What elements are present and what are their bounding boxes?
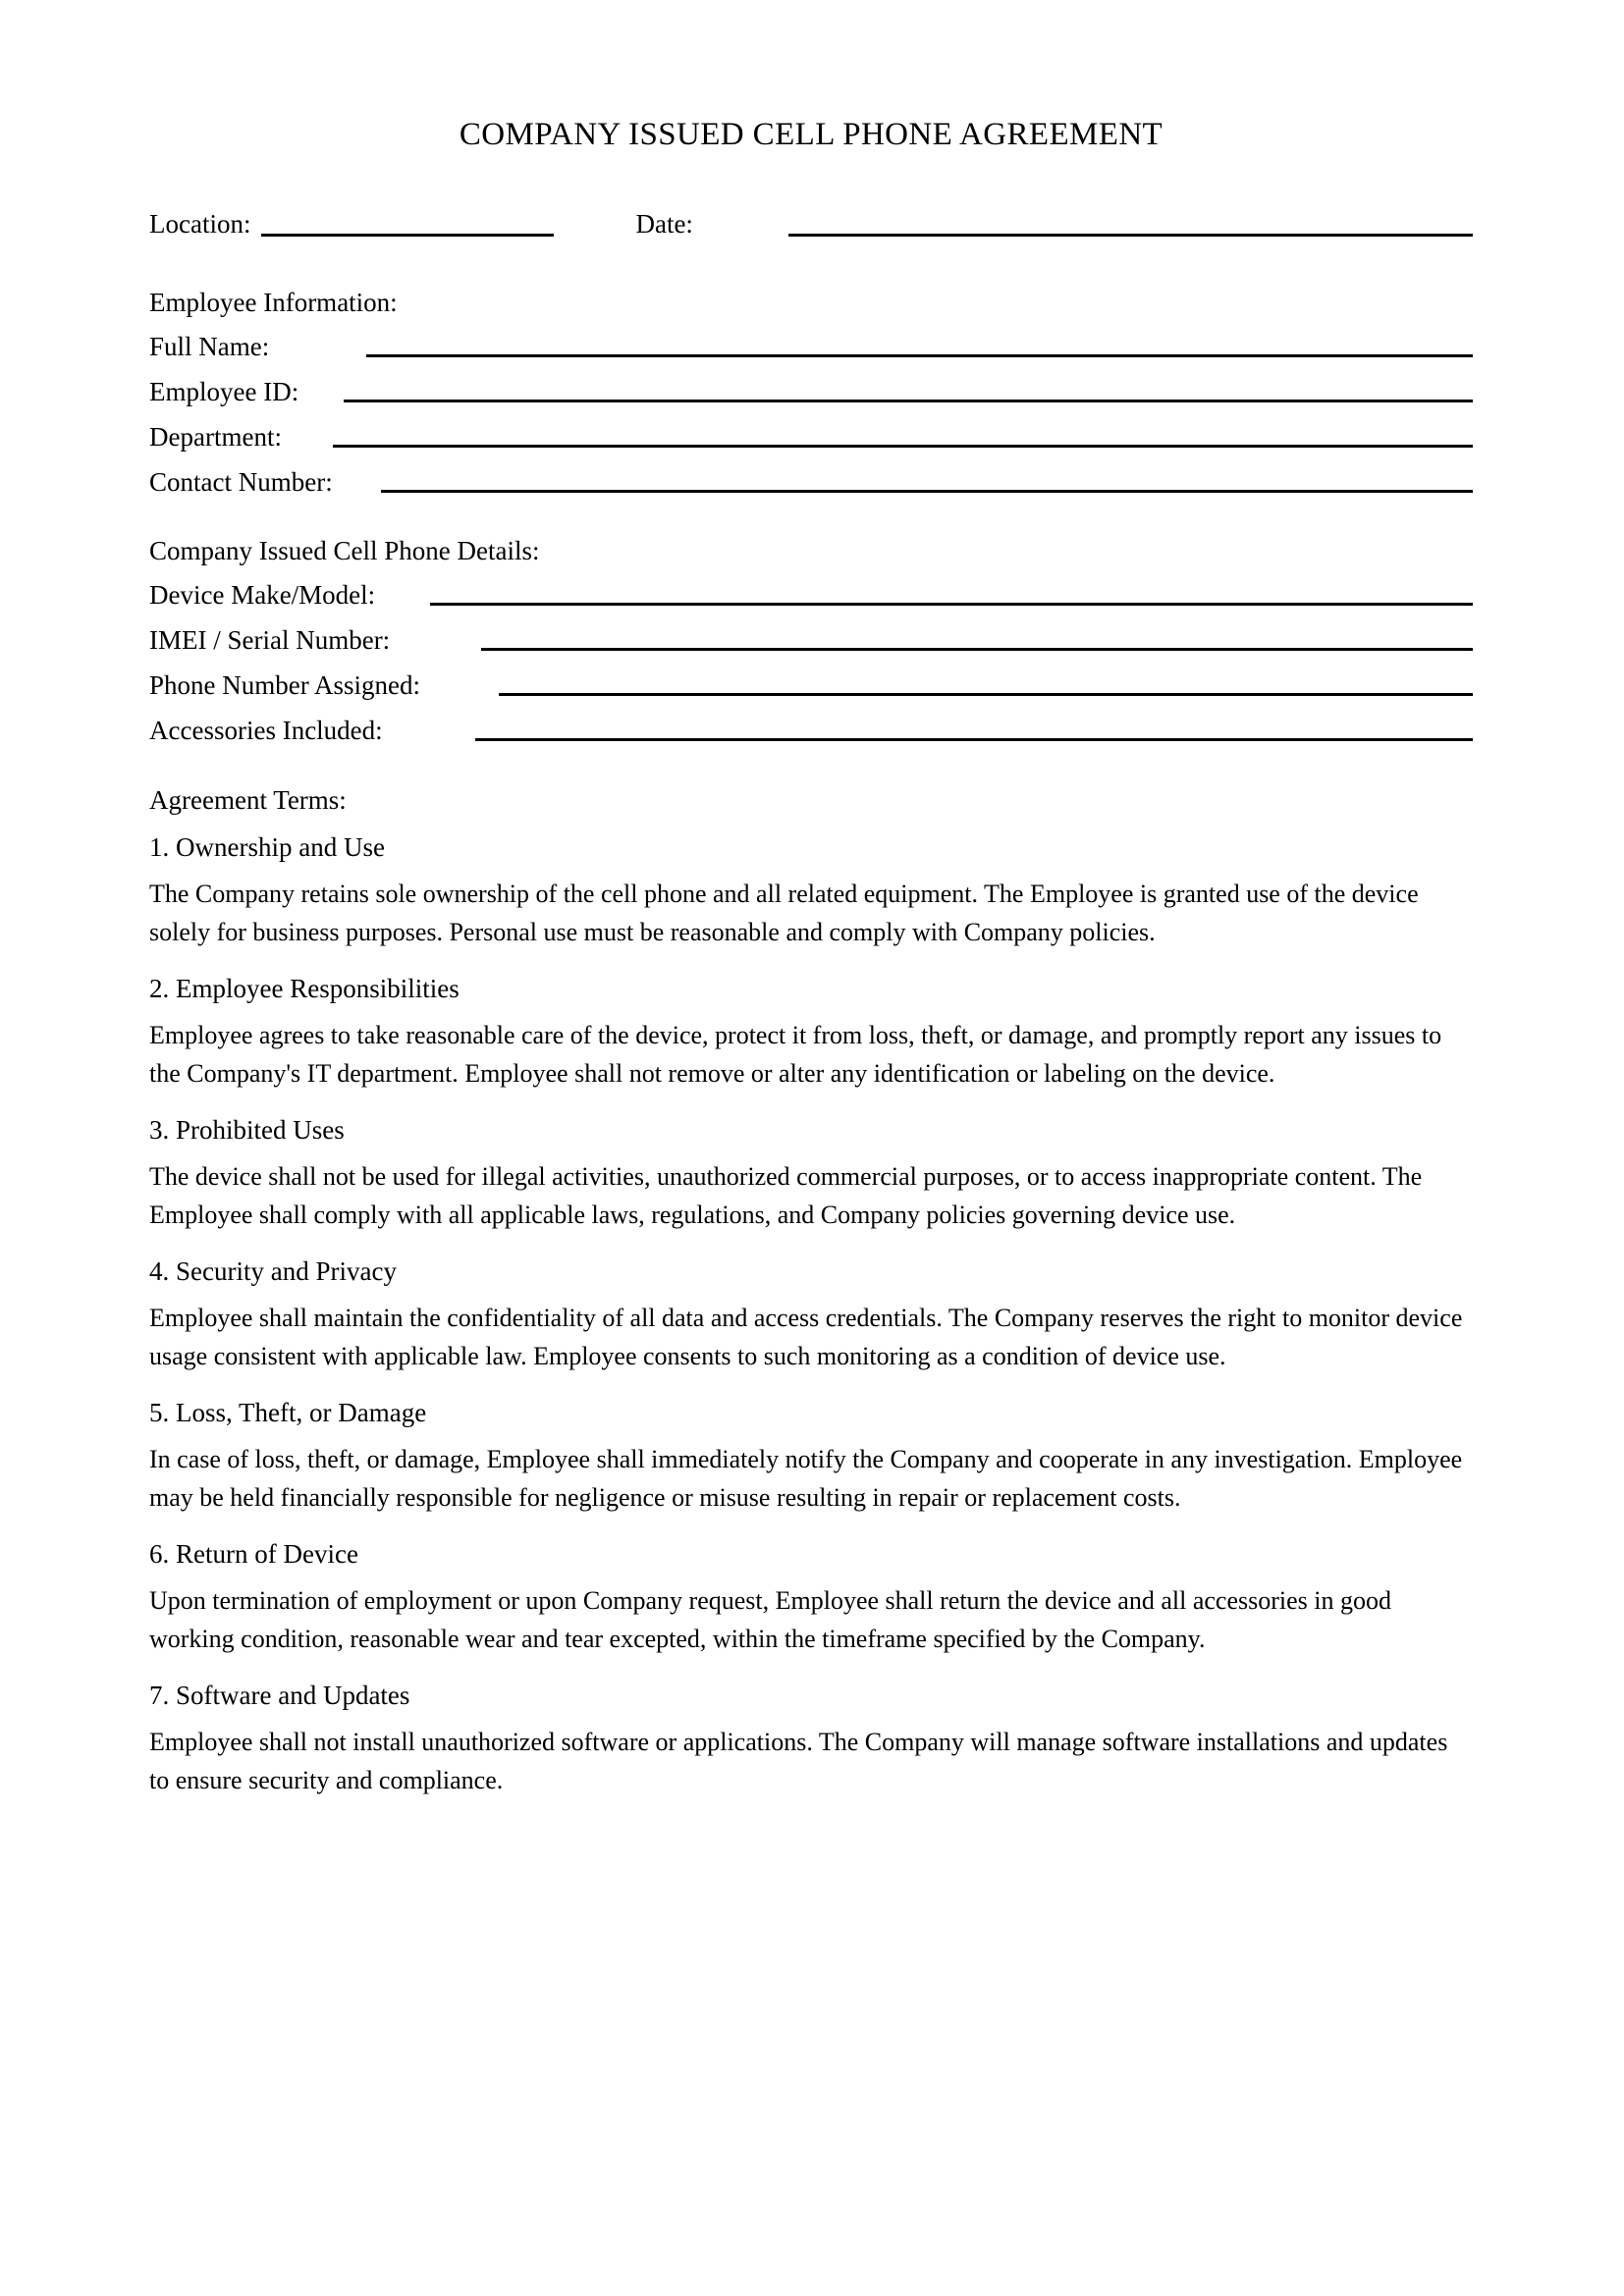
clause-body-5: In case of loss, theft, or damage, Employee shall immediately notify the Company and cooperate in any investigation. Employee may be held financially responsible for negligence or misuse resulting in repair or replacement costs.: [149, 1444, 1463, 1513]
department-label: Department:: [149, 421, 282, 452]
agreement-terms-heading: Agreement Terms:: [149, 784, 347, 815]
clause-title-5: 5. Loss, Theft, or Damage: [149, 1397, 427, 1427]
full-name-input-rule[interactable]: [366, 354, 1473, 357]
full-name-label: Full Name:: [149, 331, 270, 361]
contact-number-label: Contact Number:: [149, 466, 333, 497]
location-date-row: [149, 209, 1473, 240]
employee-id-label: Employee ID:: [149, 376, 299, 406]
phone-number-assigned-input-rule[interactable]: [499, 693, 1473, 696]
employee-id-input-rule[interactable]: [344, 400, 1473, 402]
clause-body-4: Employee shall maintain the confidentiality of all data and access credentials. The Company reserves the right to monitor device usage consistent with applicable law. Employee consents to such monitoring as a condition of device use.: [149, 1303, 1463, 1371]
clause-body-6: Upon termination of employment or upon Company request, Employee shall return the device and all accessories in good working condition, reasonable wear and tear excepted, within the timeframe specified by the Company.: [149, 1585, 1391, 1654]
phone-details-heading: Company Issued Cell Phone Details:: [149, 535, 540, 565]
device-make-model-input-rule[interactable]: [430, 603, 1473, 606]
clause-title-6: 6. Return of Device: [149, 1538, 358, 1569]
clause-body-1: The Company retains sole ownership of the cell phone and all related equipment. The Employee is granted use of the device solely for business purposes. Personal use must be reasonable and comply with Company policies.: [149, 879, 1419, 947]
clause-body-7: Employee shall not install unauthorized software or applications. The Company will manage software installations and updates to ensure security and compliance.: [149, 1727, 1448, 1795]
document-content: [149, 0, 1473, 1800]
employee-information-heading: Employee Information:: [149, 287, 398, 317]
clause-title-1: 1. Ownership and Use: [149, 831, 385, 862]
imei-serial-input-rule[interactable]: [481, 648, 1473, 651]
field-row-imei-serial: [149, 624, 1473, 655]
field-row-accessories-included: [149, 715, 1473, 745]
contact-number-input-rule[interactable]: [381, 490, 1473, 493]
field-row-employee-id: [149, 376, 1473, 406]
location-input-rule[interactable]: [261, 234, 554, 237]
page-title: COMPANY ISSUED CELL PHONE AGREEMENT: [459, 117, 1164, 152]
device-make-model-label: Device Make/Model:: [149, 579, 376, 610]
imei-serial-label: IMEI / Serial Number:: [149, 624, 391, 655]
field-row-device-make-model: [149, 579, 1473, 610]
date-input-rule[interactable]: [788, 234, 1473, 237]
location-label: Location:: [149, 208, 251, 239]
field-row-contact-number: [149, 466, 1473, 497]
clause-title-4: 4. Security and Privacy: [149, 1255, 397, 1286]
field-row-phone-number-assigned: [149, 669, 1473, 700]
field-row-full-name: [149, 331, 1473, 361]
clause-body-3: The device shall not be used for illegal activities, unauthorized commercial purposes, or to access inappropriate content. The Employee shall comply with all applicable laws, regulations, and Company policies governing device use.: [149, 1161, 1423, 1230]
phone-details-fields: [149, 579, 1473, 745]
field-row-department: [149, 421, 1473, 452]
accessories-included-label: Accessories Included:: [149, 715, 383, 745]
department-input-rule[interactable]: [333, 445, 1473, 448]
phone-number-assigned-label: Phone Number Assigned:: [149, 669, 420, 700]
clause-title-3: 3. Prohibited Uses: [149, 1114, 345, 1145]
employee-information-fields: [149, 331, 1473, 497]
date-label: Date:: [635, 208, 693, 239]
accessories-included-input-rule[interactable]: [475, 738, 1473, 741]
clause-title-2: 2. Employee Responsibilities: [149, 973, 460, 1003]
clause-body-2: Employee agrees to take reasonable care of the device, protect it from loss, theft, or damage, and promptly report any issues to the Company's IT department. Employee shall not remove or alter any identification or labeling on the device.: [149, 1020, 1442, 1089]
clause-title-7: 7. Software and Updates: [149, 1680, 410, 1710]
